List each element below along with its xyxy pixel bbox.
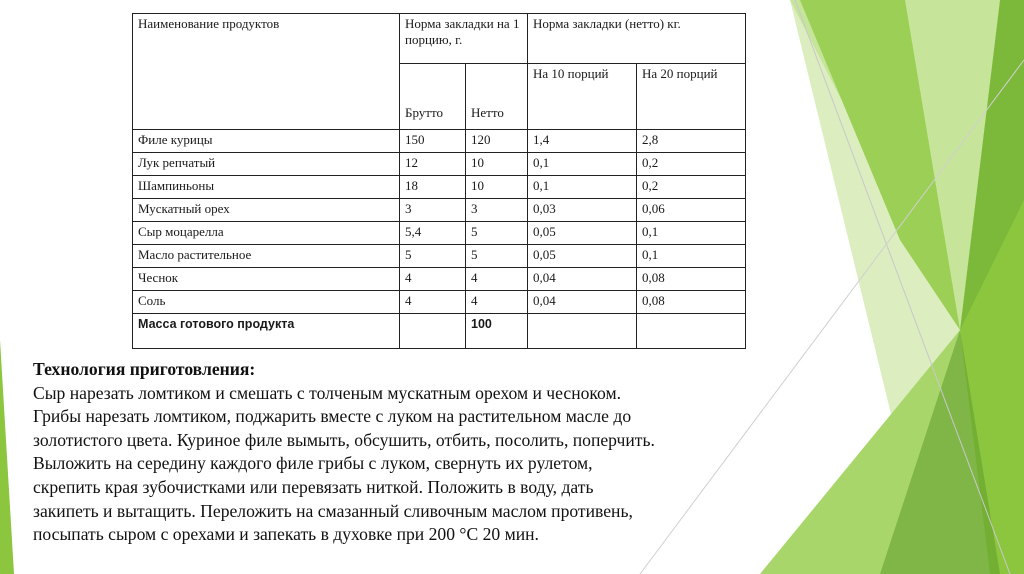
technology-title: Технология приготовления:: [33, 359, 256, 379]
cell-gross: 4: [400, 268, 466, 291]
technology-line: Сыр нарезать ломтиком и смешать с толченым мускатным орехом и чесноком.: [33, 382, 622, 403]
cell-gross: 18: [400, 176, 466, 199]
cell-name: Масло растительное: [133, 245, 400, 268]
total-label: Масса готового продукта: [133, 314, 400, 349]
cell-p10: 0,05: [528, 222, 637, 245]
cell-p20: 0,06: [637, 199, 746, 222]
table-row: [133, 153, 746, 176]
cell-p10: 0,04: [528, 291, 637, 314]
total-gross: [400, 314, 466, 349]
table-row: [133, 199, 746, 222]
cell-net: 3: [466, 199, 528, 222]
total-p10: [528, 314, 637, 349]
cell-p20: 0,2: [637, 153, 746, 176]
cell-p10: 0,1: [528, 153, 637, 176]
technology-section: [33, 358, 803, 547]
cell-name: Мускатный орех: [133, 199, 400, 222]
cell-p10: 0,03: [528, 199, 637, 222]
table-row: [133, 176, 746, 199]
cell-p20: 0,1: [637, 245, 746, 268]
cell-p10: 1,4: [528, 130, 637, 153]
cell-gross: 5,4: [400, 222, 466, 245]
decor-facet-left-edge: [0, 340, 14, 574]
technology-line: скрепить края зубочистками или перевязать ниткой. Положить в воду, дать: [33, 476, 594, 497]
recipe-table: [132, 13, 746, 349]
header-norm-per-portion: Норма закладки на 1 порцию, г.: [400, 14, 528, 64]
table-row: [133, 268, 746, 291]
technology-line: закипеть и вытащить. Переложить на смазанный сливочным маслом противень,: [33, 500, 633, 521]
cell-p20: 0,1: [637, 222, 746, 245]
header-per-20: На 20 порций: [637, 64, 746, 130]
cell-p10: 0,04: [528, 268, 637, 291]
cell-p10: 0,1: [528, 176, 637, 199]
cell-gross: 5: [400, 245, 466, 268]
cell-name: Сыр моцарелла: [133, 222, 400, 245]
cell-gross: 3: [400, 199, 466, 222]
cell-net: 4: [466, 291, 528, 314]
header-norm-net: Норма закладки (нетто) кг.: [528, 14, 746, 64]
cell-gross: 4: [400, 291, 466, 314]
table-row-total: [133, 314, 746, 349]
header-gross: Брутто: [400, 64, 466, 130]
technology-line: золотистого цвета. Куриное филе вымыть, обсушить, отбить, посолить, поперчить.: [33, 429, 655, 450]
cell-net: 4: [466, 268, 528, 291]
table-row: [133, 245, 746, 268]
cell-net: 5: [466, 245, 528, 268]
cell-gross: 12: [400, 153, 466, 176]
cell-name: Соль: [133, 291, 400, 314]
cell-name: Шампиньоны: [133, 176, 400, 199]
total-p20: [637, 314, 746, 349]
technology-line: Выложить на середину каждого филе грибы с луком, свернуть их рулетом,: [33, 453, 593, 474]
table-row: [133, 222, 746, 245]
cell-p20: 2,8: [637, 130, 746, 153]
table-row: [133, 130, 746, 153]
cell-gross: 150: [400, 130, 466, 153]
cell-name: Лук репчатый: [133, 153, 400, 176]
technology-line: посыпать сыром с орехами и запекать в духовке при 200 °С 20 мин.: [33, 524, 539, 545]
cell-name: Филе курицы: [133, 130, 400, 153]
cell-p10: 0,05: [528, 245, 637, 268]
cell-p20: 0,08: [637, 291, 746, 314]
cell-p20: 0,2: [637, 176, 746, 199]
cell-net: 120: [466, 130, 528, 153]
cell-p20: 0,08: [637, 268, 746, 291]
header-per-10: На 10 порций: [528, 64, 637, 130]
cell-net: 10: [466, 153, 528, 176]
cell-net: 10: [466, 176, 528, 199]
cell-net: 5: [466, 222, 528, 245]
total-net: 100: [466, 314, 528, 349]
cell-name: Чеснок: [133, 268, 400, 291]
technology-line: Грибы нарезать ломтиком, поджарить вместе с луком на растительном масле до: [33, 406, 632, 427]
table-row: [133, 291, 746, 314]
header-product-name: Наименование продуктов: [133, 14, 400, 130]
header-net: Нетто: [466, 64, 528, 130]
